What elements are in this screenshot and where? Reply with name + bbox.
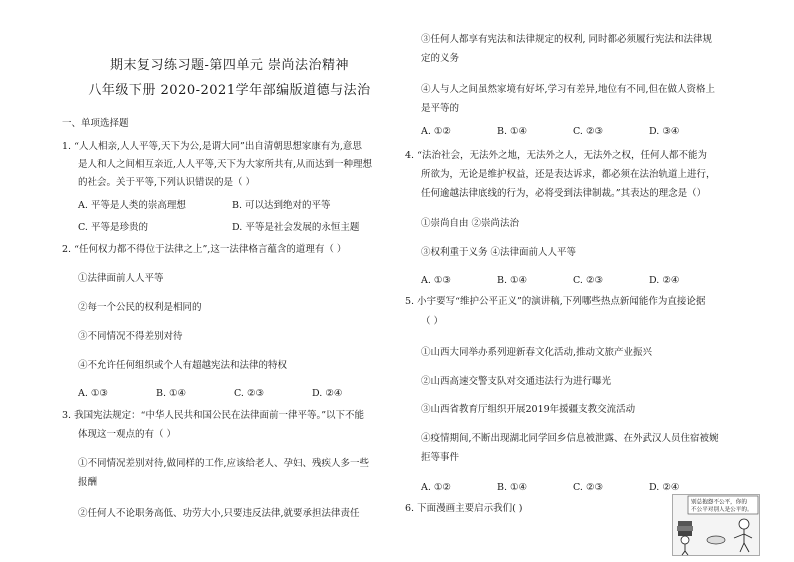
page-subtitle: 八年级下册 2020-2021学年部编版道德与法治 bbox=[88, 83, 371, 98]
q5-line: 5. 小宇要写“维护公平正义”的演讲稿,下列哪些热点新闻能作为直接论据 bbox=[405, 296, 706, 307]
q4-items: ③权利重于义务 ④法律面前人人平等 bbox=[421, 247, 577, 258]
q3-item: 是平等的 bbox=[421, 103, 460, 114]
q3-option-d: D. ③④ bbox=[649, 126, 680, 137]
q2-option-b: B. ①④ bbox=[156, 388, 187, 399]
cartoon-drawing bbox=[672, 494, 760, 556]
q1-option-c: C. 平等是珍贵的 bbox=[78, 222, 148, 233]
q5-option-c: C. ②③ bbox=[573, 482, 604, 493]
q4-items: ①崇尚自由 ②崇尚法治 bbox=[421, 218, 520, 229]
q3-item: ④人与人之间虽然家境有好坏,学习有差异,地位有不同,但在做人资格上 bbox=[421, 84, 716, 95]
q5-option-d: D. ②④ bbox=[649, 482, 680, 493]
section-heading: 一、单项选择题 bbox=[62, 118, 129, 129]
cartoon-caption: 不公平对别人是公平的。 bbox=[691, 507, 753, 513]
q3-item: 定的义务 bbox=[421, 53, 460, 64]
q3-option-b: B. ①④ bbox=[497, 126, 528, 137]
q4-option-a: A. ①③ bbox=[421, 275, 451, 286]
q3-line: 3. 我国宪法规定：“中华人民共和国公民在法律面前一律平等。”以下不能 bbox=[62, 410, 365, 421]
q2-option-d: D. ②④ bbox=[312, 388, 343, 399]
q4-line: 所欲为，无论是维护权益，还是表达诉求，都必须在法治轨道上进行， bbox=[421, 169, 716, 180]
q1-line: 的社会。关于平等,下列认识错误的是（ ） bbox=[78, 177, 256, 188]
q5-option-a: A. ①② bbox=[421, 482, 451, 493]
q5-item: ①山西大同举办系列迎新春文化活动,推动文旅产业振兴 bbox=[421, 347, 653, 358]
q5-item: ②山西高速交警支队对交通违法行为进行曝光 bbox=[421, 376, 612, 387]
q2-stem: 2. “任何权力都不得位于法律之上”,这一法律格言蕴含的道理有（ ） bbox=[62, 244, 347, 255]
q2-option-a: A. ①③ bbox=[78, 388, 108, 399]
q1-option-d: D. 平等是社会发展的永恒主题 bbox=[232, 222, 360, 233]
q4-option-b: B. ①④ bbox=[497, 275, 528, 286]
q3-item: ②任何人不论职务高低、功劳大小,只要违反法律,就要承担法律责任 bbox=[78, 508, 360, 519]
q5-item: 拒等事件 bbox=[421, 452, 460, 463]
q2-item: ②每一个公民的权利是相同的 bbox=[78, 302, 202, 313]
q4-line: 4. “法治社会，无法外之地，无法外之人，无法外之权，任何人都不能为 bbox=[405, 150, 707, 161]
q5-line: （ ） bbox=[421, 316, 444, 327]
q3-item: 报酬 bbox=[78, 477, 98, 488]
q3-item: ③任何人都享有宪法和法律规定的权利, 同时都必须履行宪法和法律规 bbox=[421, 34, 713, 45]
q1-option-b: B. 可以达到绝对的平等 bbox=[232, 200, 331, 211]
q1-line: 是人和人之间相互亲近,人人平等,天下为大家所共有,从而达到一种理想 bbox=[78, 159, 373, 170]
cartoon-caption: 别总抱怨不公平，你的 bbox=[691, 499, 747, 506]
q2-item: ①法律面前人人平等 bbox=[78, 273, 164, 284]
q2-option-c: C. ②③ bbox=[234, 388, 265, 399]
q4-option-c: C. ②③ bbox=[573, 275, 604, 286]
q4-line: 任何逾越法律底线的行为，必将受到法律制裁。”其表达的理念是（） bbox=[421, 188, 707, 199]
q4-option-d: D. ②④ bbox=[649, 275, 680, 286]
q1-line: 1. “人人相亲,人人平等,天下为公,是谓大同”出自清朝思想家康有为,意思 bbox=[62, 141, 362, 152]
q3-item: ①不同情况差别对待,做同样的工作,应该给老人、孕妇、残疾人多一些 bbox=[78, 458, 370, 469]
q3-option-c: C. ②③ bbox=[573, 126, 604, 137]
q6-stem: 6. 下面漫画主要启示我们( ) bbox=[405, 503, 523, 514]
q3-option-a: A. ①② bbox=[421, 126, 451, 137]
q1-option-a: A. 平等是人类的崇高理想 bbox=[78, 200, 186, 211]
q2-item: ③不同情况不得差别对待 bbox=[78, 331, 183, 342]
page-title: 期末复习练习题-第四单元 崇尚法治精神 bbox=[109, 58, 350, 73]
q5-option-b: B. ①④ bbox=[497, 482, 528, 493]
q3-line: 体现这一观点的有（ ） bbox=[78, 429, 177, 440]
q5-item: ④疫情期间,不断出现湖北同学回乡信息被泄露、在外武汉人员住宿被婉 bbox=[421, 433, 719, 444]
q2-item: ④不允许任何组织或个人有超越宪法和法律的特权 bbox=[78, 360, 288, 371]
q5-item: ③山西省教育厅组织开展2019年援疆支教交流活动 bbox=[421, 404, 636, 415]
cartoon-image bbox=[672, 494, 760, 556]
